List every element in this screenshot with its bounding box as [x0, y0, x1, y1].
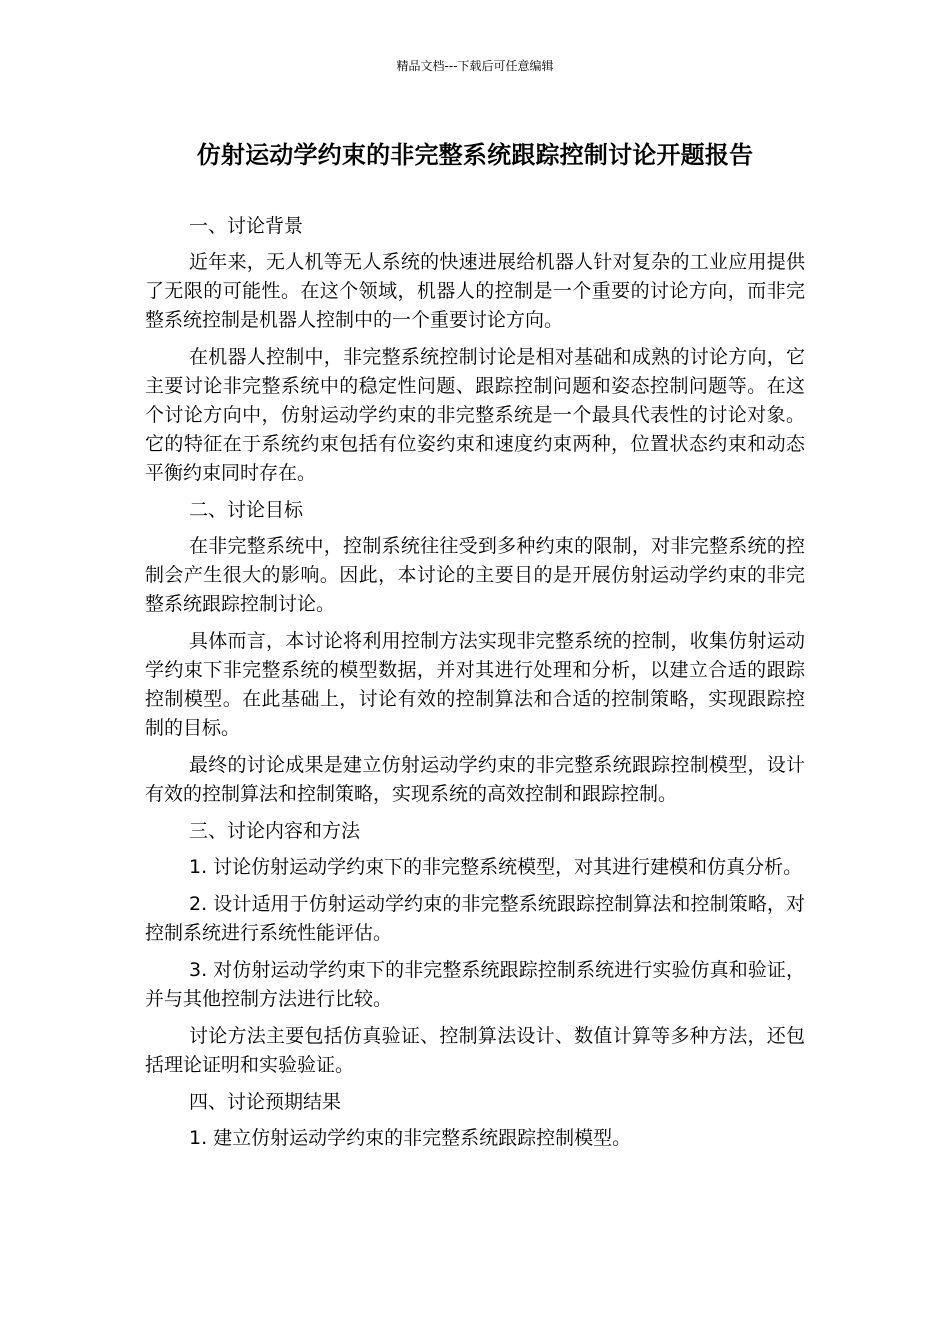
document-body — [145, 212, 805, 1161]
list-item: 1. 建立仿射运动学约束的非完整系统跟踪控制模型。 — [189, 1127, 632, 1149]
page-header: 精品文档---下载后可任意编辑 — [396, 59, 554, 73]
section-heading-goals: 二、讨论目标 — [189, 499, 304, 521]
paragraph: 最终的讨论成果是建立仿射运动学约束的非完整系统跟踪控制模型，设计有效的控制算法和控制策略，实现系统的高效控制和跟踪控制。 — [145, 754, 805, 805]
paragraph: 在非完整系统中，控制系统往往受到多种约束的限制，对非完整系统的控制会产生很大的影响。因此，本讨论的主要目的是开展仿射运动学约束的非完整系统跟踪控制讨论。 — [145, 535, 805, 615]
paragraph: 近年来，无人机等无人系统的快速进展给机器人针对复杂的工业应用提供了无限的可能性。在这个领域，机器人的控制是一个重要的讨论方向，而非完整系统控制是机器人控制中的一个重要讨论方向。 — [145, 251, 805, 331]
paragraph: 讨论方法主要包括仿真验证、控制算法设计、数值计算等多种方法，还包括理论证明和实验验证。 — [145, 1025, 805, 1076]
paragraph: 在机器人控制中，非完整系统控制讨论是相对基础和成熟的讨论方向，它主要讨论非完整系统中的稳定性问题、跟踪控制问题和姿态控制问题等。在这个讨论方向中，仿射运动学约束的非完整系统是一个最具代表性的讨论对象。它的特征在于系统约束包括有位姿约束和速度约束两种，位置状态约束和动态平衡约束同时存在。 — [145, 346, 805, 484]
list-item: 3. 对仿射运动学约束下的非完整系统跟踪控制系统进行实验仿真和验证，并与其他控制方法进行比较。 — [145, 959, 805, 1010]
paragraph: 具体而言，本讨论将利用控制方法实现非完整系统的控制，收集仿射运动学约束下非完整系统的模型数据，并对其进行处理和分析，以建立合适的跟踪控制模型。在此基础上，讨论有效的控制算法和合适的控制策略，实现跟踪控制的目标。 — [145, 630, 805, 739]
section-heading-content-methods: 三、讨论内容和方法 — [189, 820, 361, 842]
section-heading-background: 一、讨论背景 — [189, 215, 304, 237]
list-item: 2. 设计适用于仿射运动学约束的非完整系统跟踪控制算法和控制策略，对控制系统进行系统性能评估。 — [145, 893, 805, 944]
section-heading-expected-results: 四、讨论预期结果 — [189, 1091, 342, 1113]
list-item: 1. 讨论仿射运动学约束下的非完整系统模型，对其进行建模和仿真分析。 — [189, 856, 803, 878]
document-title: 仿射运动学约束的非完整系统跟踪控制讨论开题报告 — [196, 141, 754, 169]
